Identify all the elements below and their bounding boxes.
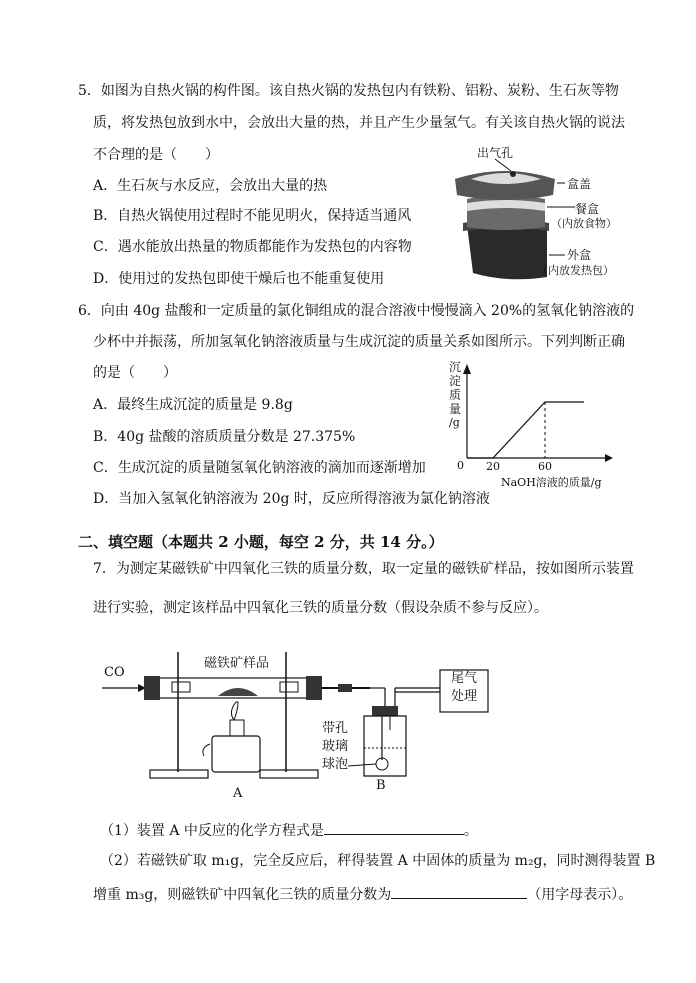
q7-line2: 进行实验，测定该样品中四氧化三铁的质量分数（假设杂质不参与反应）。: [93, 600, 548, 616]
q5-option-b: B．自热火锅使用过程时不能见明火，保持适当通风: [93, 208, 412, 224]
q6-line3: 的是（ ）: [93, 365, 177, 381]
q7-sub2-prompt: 增重 m₃g，则磁铁矿中四氧化三铁的质量分数为: [93, 887, 392, 903]
q6-option-d: D．当加入氢氧化钠溶液为 20g 时，反应所得溶液为氯化钠溶液: [93, 491, 490, 507]
q5-line2: 质，将发热包放到水中，会放出大量的热，并且产生少量氢气。有关该自热火锅的说法: [93, 115, 625, 131]
outer-box-shape: [467, 225, 547, 279]
apparatus-figure: [100, 652, 500, 802]
label-tail-2: 处理: [451, 689, 478, 704]
hotpot-drawing: [445, 143, 650, 283]
label-outer-note: （内放发热包）: [537, 264, 614, 277]
origin-label: 0: [457, 459, 464, 472]
q6-option-b: B．40g 盐酸的溶质质量分数是 27.375%: [93, 429, 356, 445]
left-stopper: [144, 676, 160, 700]
x-axis-arrow: [605, 454, 613, 462]
q7-sub1: [100, 818, 478, 841]
section-2-title: 二、填空题（本题共 2 小题，每空 2 分，共 14 分。）: [78, 533, 444, 551]
sample-pile: [218, 688, 258, 696]
ylabel-char: 量: [449, 402, 462, 416]
bottle-stopper: [372, 706, 398, 716]
bottle-b: [364, 716, 406, 776]
chart-svg: [445, 360, 615, 495]
label-bulb-2: 玻璃: [322, 739, 349, 754]
right-stopper: [306, 676, 322, 700]
q6-option-a: A．最终生成沉淀的质量是 9.8g: [93, 397, 293, 413]
label-tail-1: 尾气: [451, 671, 478, 686]
ylabel-char: 淀: [449, 374, 462, 388]
q5-option-a: A．生石灰与水反应，会放出大量的热: [93, 178, 328, 194]
label-outer: 外盒: [567, 248, 592, 262]
label-sample: 磁铁矿样品: [204, 656, 270, 671]
label-bulb-3: 球泡: [322, 757, 349, 772]
burner-body: [212, 736, 260, 772]
q7-sub2-end: （用字母表示）。: [527, 887, 633, 903]
ylabel-char: 质: [449, 388, 462, 402]
x-tick-label: 60: [538, 460, 552, 473]
precipitate-chart: [445, 360, 615, 495]
label-vent: 出气孔: [477, 146, 514, 160]
ylabel-char: /g: [449, 416, 460, 429]
apparatus-drawing: [100, 652, 500, 802]
label-b: B: [376, 778, 386, 793]
hotpot-figure: [445, 143, 650, 283]
label-tray: 餐盒: [575, 202, 600, 216]
q7-sub2-line2: [93, 882, 632, 905]
chart-xlabel: NaOH溶液的质量/g: [501, 476, 602, 489]
y-axis-arrow: [463, 364, 471, 374]
q7-sub2-line1: （2）若磁铁矿取 m₁g，完全反应后，秤得装置 A 中固体的质量为 m₂g，同时测得装置 B: [100, 853, 656, 869]
series-line: [467, 402, 584, 458]
q7-sub2-answer-blank[interactable]: [391, 882, 527, 899]
vent-hole: [510, 171, 516, 177]
q7-sub1-prompt: （1）装置 A 中反应的化学方程式是: [100, 823, 324, 839]
label-co: CO: [104, 665, 125, 680]
x-tick-label: 20: [486, 460, 500, 473]
q5-option-c: C．遇水能放出热量的物质都能作为发热包的内容物: [93, 239, 412, 255]
q5-line3: 不合理的是（ ）: [93, 147, 219, 163]
q7-line1: 7．为测定某磁铁矿中四氧化三铁的质量分数，取一定量的磁铁矿样品，按如图所示装置: [93, 561, 634, 577]
q7-sub1-end: 。: [463, 823, 478, 839]
q5-line1: 5．如图为自热火锅的构件图。该自热火锅的发热包内有铁粉、铝粉、炭粉、生石灰等物: [78, 83, 619, 99]
q5-option-d: D．使用过的发热包即使干燥后也不能重复使用: [93, 271, 385, 287]
label-lid: 盒盖: [567, 177, 592, 191]
label-a: A: [233, 786, 243, 801]
label-bulb-1: 带孔: [322, 721, 349, 736]
q6-line2: 少杯中并振荡，所加氢氧化钠溶液质量与生成沉淀的质量关系如图所示。下列判断正确: [93, 334, 625, 350]
q7-sub1-answer-blank[interactable]: [324, 818, 464, 835]
q6-option-c: C．生成沉淀的质量随氢氧化钠溶液的滴加而逐渐增加: [93, 460, 426, 476]
q6-line1: 6．向由 40g 盐酸和一定质量的氯化铜组成的混合溶液中慢慢滴入 20%的氢氧化钠溶液的: [78, 303, 635, 319]
label-tray-note: （内放食物）: [551, 217, 617, 230]
ylabel-char: 沉: [449, 360, 462, 374]
